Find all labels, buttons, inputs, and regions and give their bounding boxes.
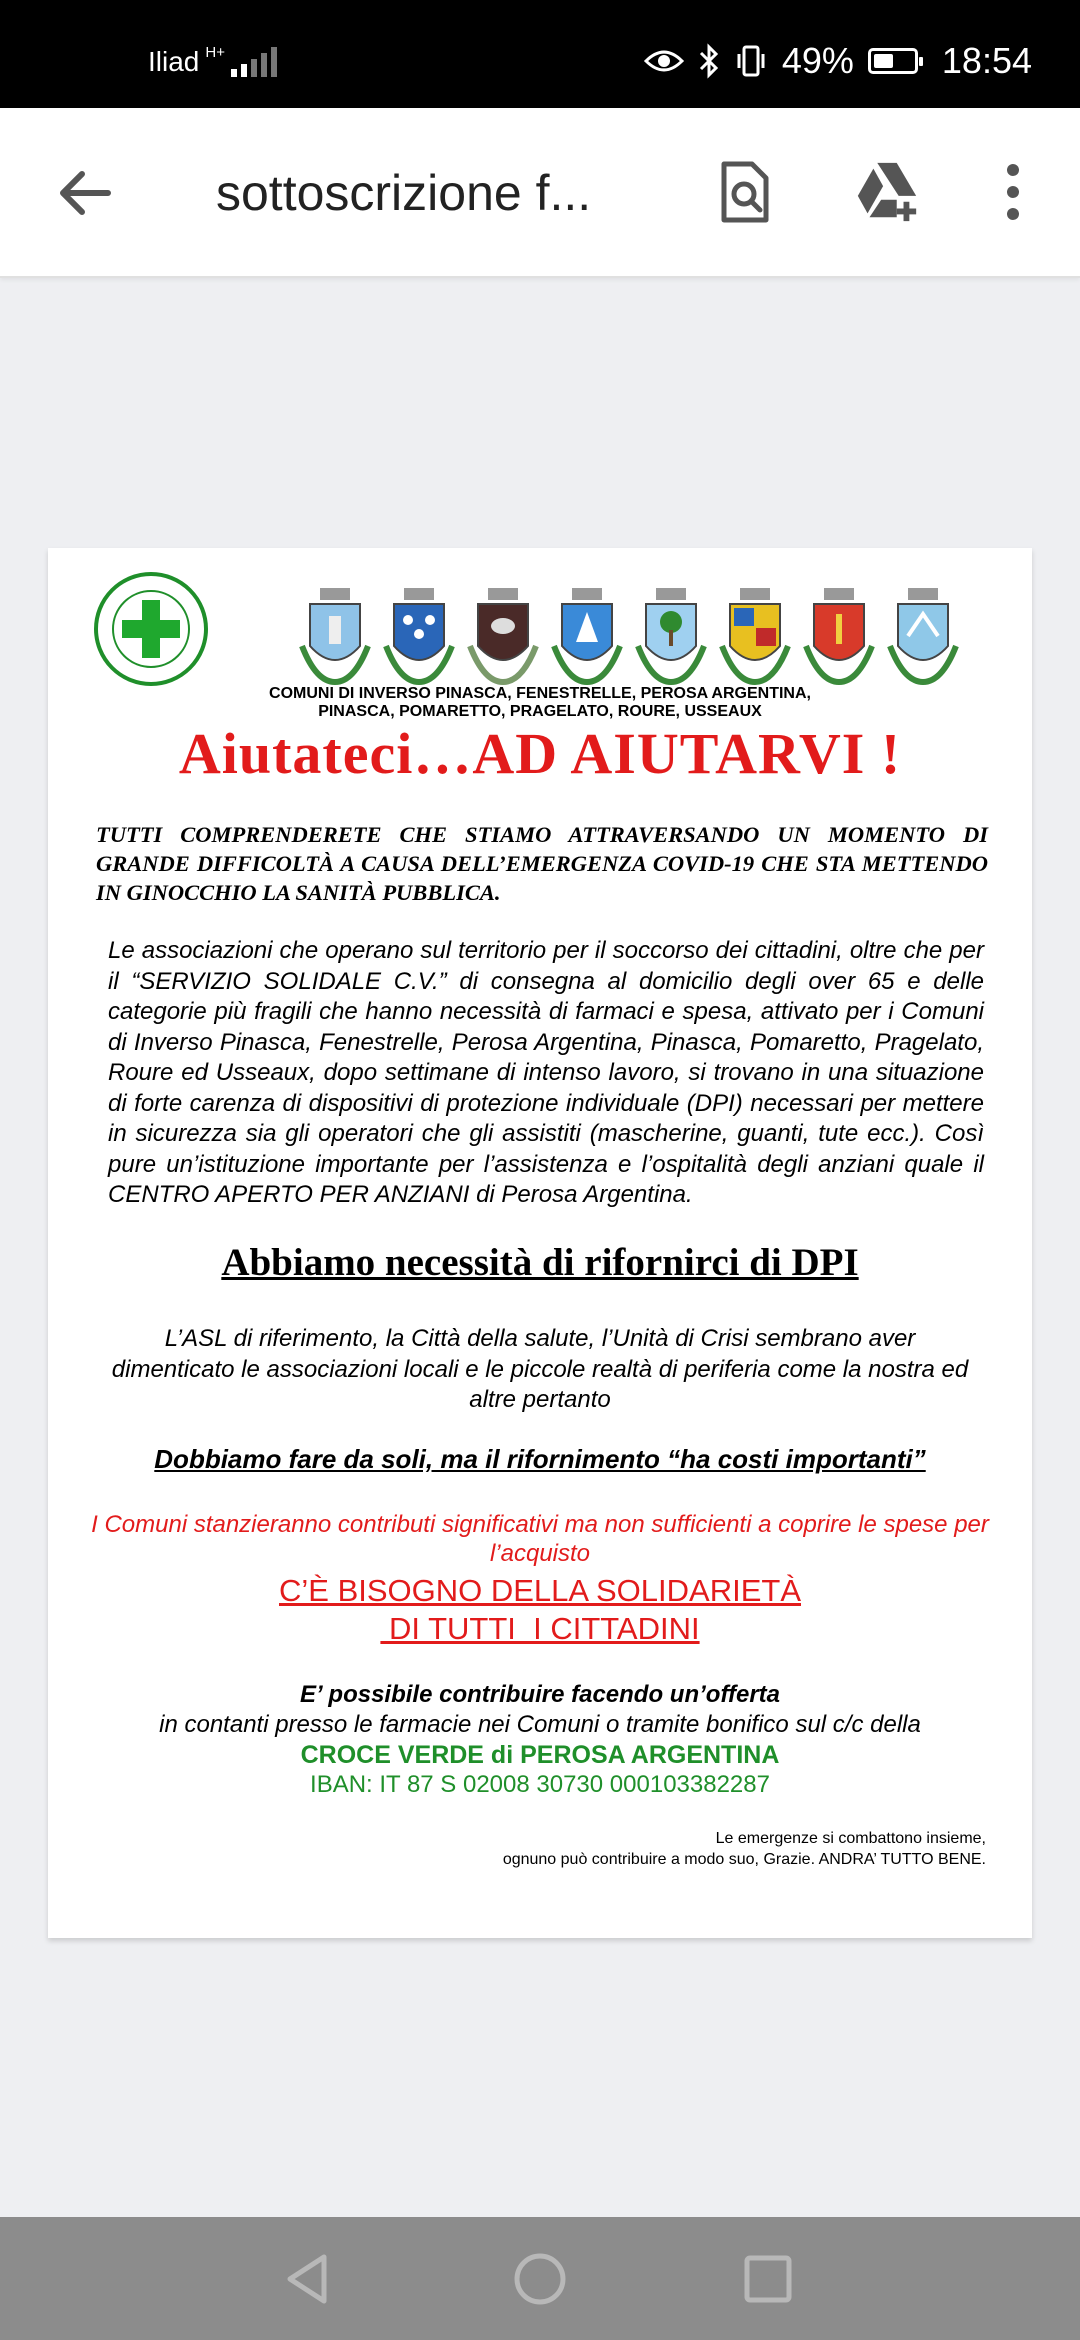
clock: 18:54 <box>941 40 1032 81</box>
crest-icon <box>716 586 794 686</box>
signal-icon <box>231 47 277 77</box>
communes-list <box>48 685 1032 721</box>
battery-percent: 49% <box>781 40 854 81</box>
crest-icon <box>632 586 710 686</box>
crest-icon <box>548 586 626 686</box>
communes-line: PINASCA, POMARETTO, PRAGELATO, ROURE, USSEAUX <box>318 703 762 720</box>
intro-paragraph: TUTTI COMPRENDERETE CHE STIAMO ATTRAVERSANDO UN MOMENTO DI GRANDE DIFFICOLTÀ A CAUSA DELL’EMERGENZA COVID-19 CHE STA METTENDO IN GINOCCHIO LA SANITÀ PUBBLICA. <box>96 822 988 905</box>
self-reliance-statement: Dobbiamo fare da soli, ma il rifornimento “ha costi importanti” <box>154 1444 926 1474</box>
carrier-info <box>148 43 277 78</box>
iban: IBAN: IT 87 S 02008 30730 000103382287 <box>310 1771 770 1798</box>
crest-icon <box>884 586 962 686</box>
battery-icon <box>868 48 918 74</box>
municipal-crests <box>296 586 1036 686</box>
circle-home-icon[interactable] <box>510 2249 570 2309</box>
body-paragraph: Le associazioni che operano sul territorio per il soccorso dei cittadini, oltre che per il “SERVIZIO SOLIDALE C.V.” di consegna al domicilio degli over 65 e delle categorie più fragili che hanno necessità di farmaci e spesa, attivato per i Comuni di Inverso Pinasca, Fenestrelle, Perosa Argentina, Pinasca, Pomaretto, Pragelato, Roure ed Usseaux, dopo settimane di intenso lavoro, si trovano in una situazione di forte carenza di dispositivi di protezione individuale (DPI) necessari per mettere in sicurezza sia gli operatori che gli assistiti (mascherine, guanti, tute ecc.). Così pure un’istituzione importante per l’assistenza e l’ospitalità degli anziani quale il CENTRO APERTO PER ANZIANI di Perosa Argentina. <box>108 937 984 1208</box>
crest-icon <box>464 586 542 686</box>
status-icons <box>644 40 1032 82</box>
eye-icon <box>644 47 684 75</box>
add-to-drive-icon[interactable] <box>852 156 922 228</box>
arrow-left-icon[interactable] <box>50 158 120 228</box>
solidarity-line: DI TUTTI I CITTADINI <box>380 1611 700 1646</box>
dpi-heading: Abbiamo necessità di rifornirci di DPI <box>221 1241 859 1284</box>
municipal-contribution-note: I Comuni stanzieranno contributi significativi ma non sufficienti a coprire le spese per l’acquisto <box>91 1511 989 1567</box>
status-bar <box>0 0 1080 108</box>
beneficiary-name: CROCE VERDE di PEROSA ARGENTINA <box>300 1741 780 1769</box>
bluetooth-icon <box>698 43 720 79</box>
payment-methods-line: in contanti presso le farmacie nei Comuni o tramite bonifico sul c/c della <box>159 1711 921 1738</box>
square-recents-icon[interactable] <box>738 2249 798 2309</box>
closing-note <box>503 1828 986 1870</box>
solidarity-line: C’È BISOGNO DELLA SOLIDARIETÀ <box>279 1573 801 1608</box>
headline: Aiutateci…AD AIUTARVI ! <box>178 721 902 786</box>
triangle-back-icon[interactable] <box>278 2249 338 2309</box>
communes-line: COMUNI DI INVERSO PINASCA, FENESTRELLE, PEROSA ARGENTINA, <box>269 685 811 702</box>
more-vert-icon[interactable] <box>998 156 1028 228</box>
croce-verde-logo <box>92 570 210 688</box>
vibrate-icon <box>734 44 768 78</box>
app-bar <box>0 108 1080 278</box>
offer-line: E’ possibile contribuire facendo un’offerta <box>299 1681 781 1708</box>
crest-icon <box>380 586 458 686</box>
carrier-name: Iliad <box>148 46 200 77</box>
solidarity-appeal <box>48 1572 1032 1648</box>
find-in-page-icon[interactable] <box>708 156 780 228</box>
crest-icon <box>800 586 878 686</box>
crest-icon <box>296 586 374 686</box>
closing-line: ognuno può contribuire a modo suo, Grazie. ANDRA’ TUTTO BENE. <box>502 1851 986 1868</box>
closing-line: Le emergenze si combattono insieme, <box>715 1830 986 1847</box>
network-type: H+ <box>205 43 225 61</box>
document-page[interactable] <box>48 548 1032 1938</box>
asl-paragraph: L’ASL di riferimento, la Città della salute, l’Unità di Crisi sembrano aver dimenticato le associazioni locali e le piccole realtà di periferia come la nostra ed altre pertanto <box>111 1325 969 1413</box>
document-title: sottoscrizione f... <box>216 165 592 221</box>
system-nav-bar <box>0 2217 1080 2340</box>
